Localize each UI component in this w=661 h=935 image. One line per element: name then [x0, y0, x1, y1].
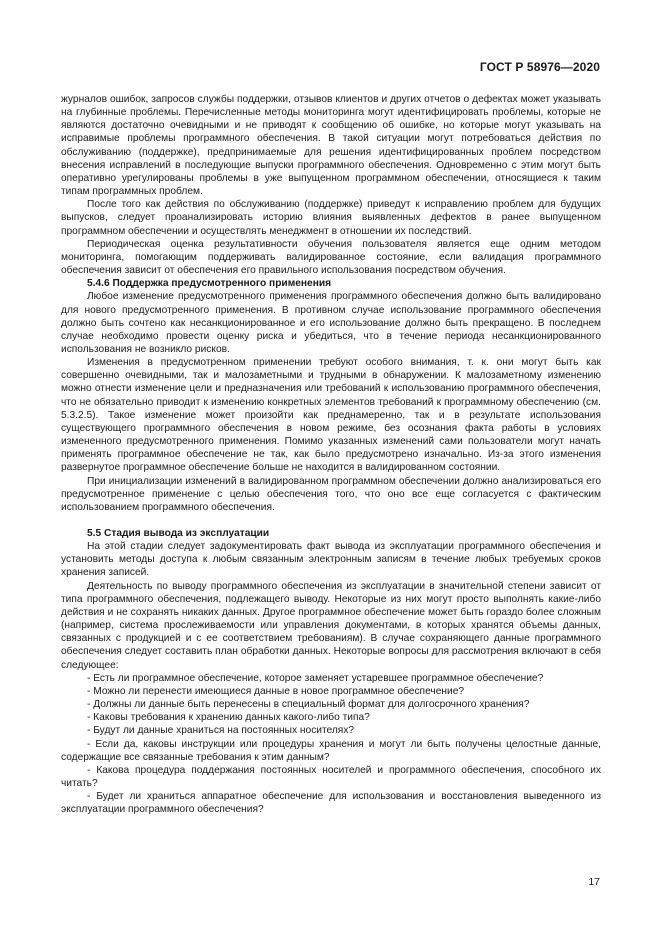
- list-item: - Какова процедура поддержания постоянных носителей и программного обеспечения, способного их читать?: [61, 764, 601, 789]
- paragraph: На этой стадии следует задокументировать факт вывода из эксплуатации программного обеспечения и установить методы доступа к любым связанным электронным записям в течение любых требуемых сроков хранения записей.: [61, 541, 601, 579]
- document-designation: ГОСТ Р 58976—2020: [479, 60, 600, 74]
- paragraph: журналов ошибок, запросов службы поддержки, отзывов клиентов и других отчетов о дефектах может указывать на глубинные проблемы. Перечисленные методы мониторинга могут идентифицировать проблемы, которые не являются достаточно очевидными и не приводят к сообщению об ошибке, но которые могут указывать на исправимые проблемы программного обеспечения. В такой ситуации могут потребоваться действия по обслуживанию (поддержке), предпринимаемые для решения идентифицированных проблем посредством внесения исправлений в последующие выпуски программного обеспечения. Одновременно с этим могут быть оперативно урегулированы проблемы в уже выпущенном программном обеспечении, относящиеся к таким типам программных проблем.: [61, 94, 601, 198]
- paragraph: При инициализации изменений в валидированном программном обеспечении должно анализироваться его предусмотренное применение с целью обеспечения того, что оно все еще согласуется с фактическим использованием программного обеспечения.: [61, 475, 601, 513]
- paragraph: После того как действия по обслуживанию (поддержке) приведут к исправлению проблем для будущих выпусков, следует проанализировать историю влияния выявленных дефектов в ранее выпущенном программном обеспечении и осуществлять менеджмент в отношении их последствий.: [61, 199, 601, 237]
- list-item: - Можно ли перенести имеющиеся данные в новое программное обеспечение?: [87, 685, 465, 697]
- page-number: 17: [588, 876, 600, 888]
- list-item: - Будет ли храниться аппаратное обеспечение для использования и восстановления выведенного из эксплуатации программного обеспечения?: [61, 791, 601, 816]
- section-heading: 5.4.6 Поддержка предусмотренного применения: [87, 278, 332, 290]
- document-body: [61, 93, 601, 816]
- list-item: - Есть ли программное обеспечение, которое заменяет устаревшее программное обеспечение?: [87, 672, 544, 684]
- paragraph: Изменения в предусмотренном применении требуют особого внимания, т. к. они могут быть как совершенно очевидными, так и малозаметными и трудными в обнаружении. К малозаметному изменению можно отнести изменение цели и предназначения или требований к использованию программного обеспечения, что не обязательно приводит к изменению конкретных элементов требований к программному обеспечению (см. 5.3.2.5). Такое изменение может произойти как преднамеренно, так и в результате использования существующего программного обеспечения в новом режиме, без осознания факта работы в условиях измененного предусмотренного применения. Помимо указанных изменений сами пользователи могут начать применять программное обеспечение не так, как было предусмотрено изначально. Из-за этого изменения развернутое программное обеспечение больше не находится в валидированном состоянии.: [61, 357, 601, 474]
- paragraph: Деятельность по выводу программного обеспечения из эксплуатации в значительной степени зависит от типа программного обеспечения, подлежащего выводу. Некоторые из них могут просто выполнять какие-либо действия и не сохранять никаких данных. Другое программное обеспечение может быть гораздо более сложным (например, система прослеживаемости или управления документами, в которых хранятся объемы данных, связанных с продукцией и с ее соответствием требованиям). В случае сохраняющего данные программного обеспечения следует составить план обработки данных. Некоторые вопросы для рассмотрения включают в себя следующее:: [61, 580, 601, 671]
- section-heading: 5.5 Стадия вывода из эксплуатации: [87, 528, 270, 539]
- list-item: - Каковы требования к хранению данных какого-либо типа?: [87, 712, 370, 724]
- paragraph: Любое изменение предусмотренного применения программного обеспечения должно быть валидировано для нового предусмотренного применения. В противном случае использование программного обеспечения должно быть сочтено как несанкционированное и его использование должно быть прекращено. В последнем случае необходимо провести оценку риска и убедиться, что в течение периода несанкционированного использования не возникло рисков.: [61, 291, 601, 355]
- paragraph: Периодическая оценка результативности обучения пользователя является еще одним методом мониторинга, помогающим поддерживать валидированное состояние, если валидация программного обеспечения зависит от обеспечения его правильного использования посредством обучения.: [61, 238, 601, 277]
- list-item: - Если да, каковы инструкции или процедуры хранения и могут ли быть получены целостные данные, содержащие все связанные требования к этим данным?: [61, 738, 601, 763]
- list-item: - Должны ли данные быть перенесены в специальный формат для долгосрочного хранения?: [87, 699, 530, 711]
- list-item: - Будут ли данные храниться на постоянных носителях?: [87, 725, 355, 737]
